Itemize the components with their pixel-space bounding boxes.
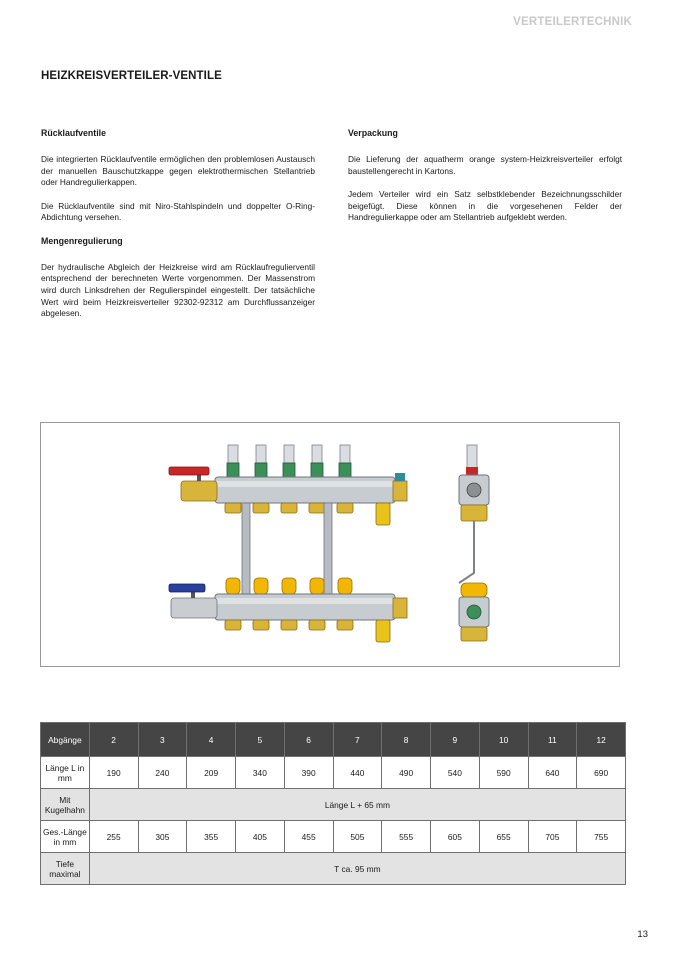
row-label: Ges.-Länge in mm: [41, 821, 90, 853]
heading-ruecklaufventile: Rücklaufventile: [41, 128, 107, 138]
table-cell: 190: [89, 757, 138, 789]
paragraph: Jedem Verteiler wird ein Satz selbstklebender Bezeichnungsschilder beigefügt. Diese können in die vorgesehenen Felder der Handregulierkappe oder am Stellantrieb aufgeklebt werden.: [348, 188, 622, 223]
table-cell: 540: [431, 757, 480, 789]
table-cell: 690: [577, 757, 626, 789]
table-cell: 590: [479, 757, 528, 789]
table-row: [41, 853, 626, 885]
heading-verpackung: Verpackung: [348, 128, 398, 138]
table-cell: 405: [236, 821, 285, 853]
dimensions-table: [40, 722, 626, 885]
return-manifold: [169, 578, 407, 642]
flowmeter-row: [227, 445, 351, 477]
section-label: VERTEILERTECHNIK: [513, 16, 632, 28]
row-label: Länge L in mm: [41, 757, 90, 789]
table-cell: 340: [236, 757, 285, 789]
table-cell: 555: [382, 821, 431, 853]
header-cell: 6: [284, 723, 333, 757]
paragraph: Die integrierten Rücklaufventile ermöglichen den problemlosen Austausch der manuellen Bauschutzkappe gegen elektrothermischen Stellantrieb oder Handregulierkappen.: [41, 154, 315, 188]
header-cell: 5: [236, 723, 285, 757]
header-cell: 2: [89, 723, 138, 757]
header-cell: 11: [528, 723, 577, 757]
table-cell: 605: [431, 821, 480, 853]
table-row: [41, 821, 626, 853]
paragraph: Der hydraulische Abgleich der Heizkreise wird am Rücklaufregulierventil entsprechend der berechneten Werte vorgenommen. Der Massenstrom wird durch Linksdrehen der Regulierspindel eingestellt. Der tatsächliche Wert wird beim Heizkreisverteiler 92302-92312 am Durchflussanzeiger abgelesen.: [41, 261, 315, 319]
table-cell-merged: T ca. 95 mm: [89, 853, 625, 885]
table-cell: 255: [89, 821, 138, 853]
paragraph: Die Rücklaufventile sind mit Niro-Stahlspindeln und doppelter O-Ring-Abdichtung versehen.: [41, 200, 315, 223]
table-cell: 490: [382, 757, 431, 789]
table-cell-merged: Länge L + 65 mm: [89, 789, 625, 821]
table-cell: 209: [187, 757, 236, 789]
table-cell: 390: [284, 757, 333, 789]
table-cell: 455: [284, 821, 333, 853]
table-row: [41, 789, 626, 821]
header-cell: 8: [382, 723, 431, 757]
row-label: Mit Kugelhahn: [41, 789, 90, 821]
header-cell: 12: [577, 723, 626, 757]
right-column: [348, 128, 622, 236]
row-label: Tiefe maximal: [41, 853, 90, 885]
header-cell: Abgänge: [41, 723, 90, 757]
table-cell: 305: [138, 821, 187, 853]
table-cell: 355: [187, 821, 236, 853]
heading-mengenregulierung: Mengenregulierung: [41, 235, 123, 246]
left-column: [41, 128, 315, 332]
page-title: HEIZKREISVERTEILER-VENTILE: [41, 70, 222, 82]
paragraph: Die Lieferung der aquatherm orange system-Heizkreisverteiler erfolgt baustellengerecht in Kartons.: [348, 154, 622, 176]
table-cell: 655: [479, 821, 528, 853]
table-cell: 755: [577, 821, 626, 853]
table-cell: 505: [333, 821, 382, 853]
product-illustration: [40, 422, 620, 667]
table-cell: 640: [528, 757, 577, 789]
table-cell: 440: [333, 757, 382, 789]
side-view: [459, 445, 489, 641]
page-number: 13: [637, 929, 648, 940]
header-cell: 3: [138, 723, 187, 757]
table-header-row: [41, 723, 626, 757]
table-cell: 705: [528, 821, 577, 853]
header-cell: 7: [333, 723, 382, 757]
header-cell: 9: [431, 723, 480, 757]
supply-manifold: [169, 445, 407, 525]
manifold-drawing: [41, 423, 618, 665]
header-cell: 4: [187, 723, 236, 757]
header-cell: 10: [479, 723, 528, 757]
table-cell: 240: [138, 757, 187, 789]
table-row: [41, 757, 626, 789]
